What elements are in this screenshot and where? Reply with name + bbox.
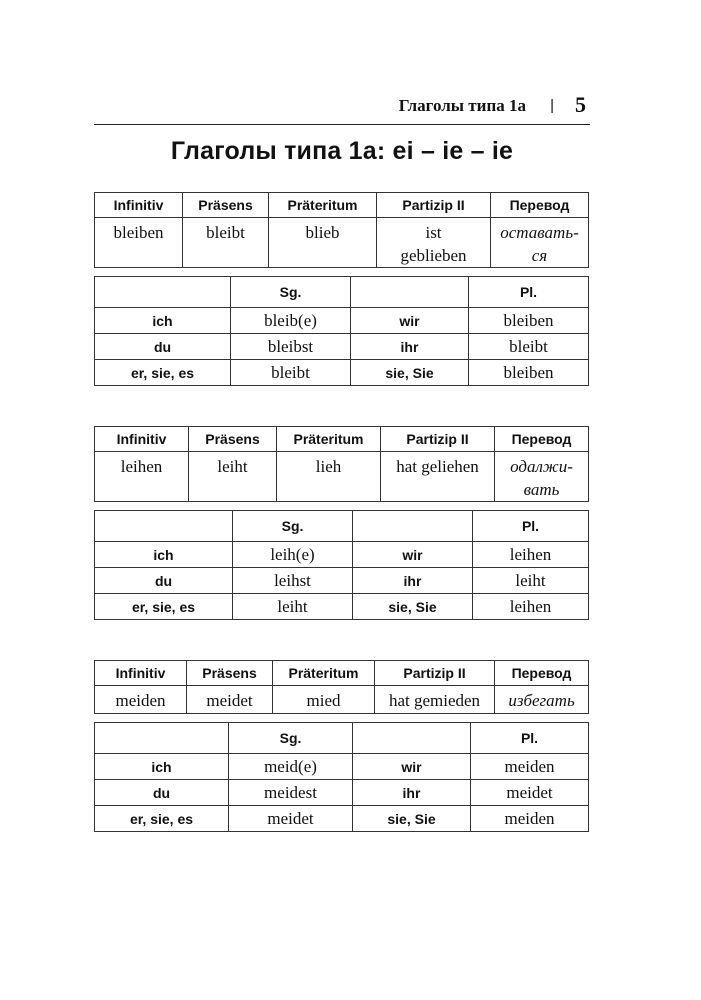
- header-praesens: Präsens: [183, 193, 269, 218]
- header-partizip: Partizip II: [381, 427, 495, 452]
- praesens: leiht: [189, 452, 277, 502]
- pl-form: leiht: [473, 568, 589, 594]
- pl-pronoun: ihr: [351, 334, 469, 360]
- partizip: hat geliehen: [381, 452, 495, 502]
- chapter-title: Глаголы типа 1а: ei – ie – ie: [170, 137, 514, 165]
- sg-pronoun: du: [95, 334, 231, 360]
- pl-form: bleiben: [469, 308, 589, 334]
- pl-pronoun: wir: [353, 542, 473, 568]
- empty-cell: [95, 723, 229, 754]
- praesens: bleibt: [183, 218, 269, 268]
- singular-header: Sg.: [229, 723, 353, 754]
- praeteritum: blieb: [269, 218, 377, 268]
- forms-row: [95, 452, 589, 502]
- verb-forms-table: [94, 660, 589, 714]
- header-translation: Перевод: [495, 661, 589, 686]
- sg-form: meidet: [229, 806, 353, 832]
- conjugation-row: [95, 780, 589, 806]
- conjugation-row: [95, 594, 589, 620]
- forms-row: [95, 686, 589, 714]
- conjugation-row: [95, 360, 589, 386]
- praesens: meidet: [187, 686, 273, 714]
- header-praeteritum: Präteritum: [273, 661, 375, 686]
- header-partizip: Partizip II: [377, 193, 491, 218]
- sg-pronoun: ich: [95, 754, 229, 780]
- pl-pronoun: wir: [351, 308, 469, 334]
- pl-pronoun: ihr: [353, 780, 471, 806]
- header-partizip: Partizip II: [375, 661, 495, 686]
- conjugation-row: [95, 568, 589, 594]
- conjugation-header-row: [95, 277, 589, 308]
- sg-form: bleibst: [231, 334, 351, 360]
- sg-form: leihst: [233, 568, 353, 594]
- conjugation-row: [95, 806, 589, 832]
- conjugation-header-row: [95, 723, 589, 754]
- plural-header: Pl.: [471, 723, 589, 754]
- sg-form: meid(e): [229, 754, 353, 780]
- pl-form: meidet: [471, 780, 589, 806]
- partizip: hat gemieden: [375, 686, 495, 714]
- sg-form: leih(e): [233, 542, 353, 568]
- pl-form: meiden: [471, 806, 589, 832]
- header-separator: |: [550, 97, 554, 114]
- header-infinitiv: Infinitiv: [95, 427, 189, 452]
- sg-pronoun: ich: [95, 542, 233, 568]
- header-infinitiv: Infinitiv: [95, 661, 187, 686]
- header-praeteritum: Präteritum: [277, 427, 381, 452]
- praeteritum: lieh: [277, 452, 381, 502]
- pl-pronoun: wir: [353, 754, 471, 780]
- empty-cell: [353, 723, 471, 754]
- header-praesens: Präsens: [187, 661, 273, 686]
- sg-form: bleib(e): [231, 308, 351, 334]
- header-praesens: Präsens: [189, 427, 277, 452]
- plural-header: Pl.: [469, 277, 589, 308]
- translation: оставать- ся: [491, 218, 589, 268]
- header-praeteritum: Präteritum: [269, 193, 377, 218]
- sg-pronoun: du: [95, 780, 229, 806]
- forms-header-row: [95, 661, 589, 686]
- empty-cell: [95, 277, 231, 308]
- pl-pronoun: ihr: [353, 568, 473, 594]
- sg-pronoun: du: [95, 568, 233, 594]
- page-number: 5: [575, 92, 586, 117]
- infinitiv: bleiben: [95, 218, 183, 268]
- sg-pronoun: er, sie, es: [95, 806, 229, 832]
- sg-form: meidest: [229, 780, 353, 806]
- infinitiv: meiden: [95, 686, 187, 714]
- empty-cell: [95, 511, 233, 542]
- conjugation-table: [94, 722, 589, 832]
- conjugation-row: [95, 542, 589, 568]
- conjugation-table: [94, 510, 589, 620]
- pl-form: meiden: [471, 754, 589, 780]
- conjugation-row: [95, 754, 589, 780]
- conjugation-table: [94, 276, 589, 386]
- running-title: Глаголы типа 1а: [398, 96, 526, 115]
- forms-header-row: [95, 193, 589, 218]
- sg-pronoun: er, sie, es: [95, 594, 233, 620]
- praeteritum: mied: [273, 686, 375, 714]
- empty-cell: [353, 511, 473, 542]
- header-infinitiv: Infinitiv: [95, 193, 183, 218]
- conjugation-row: [95, 334, 589, 360]
- pl-form: leihen: [473, 594, 589, 620]
- partizip: ist geblieben: [377, 218, 491, 268]
- pl-form: bleibt: [469, 334, 589, 360]
- singular-header: Sg.: [231, 277, 351, 308]
- translation: одалжи- вать: [495, 452, 589, 502]
- pl-form: leihen: [473, 542, 589, 568]
- pl-pronoun: sie, Sie: [353, 806, 471, 832]
- sg-pronoun: er, sie, es: [95, 360, 231, 386]
- header-translation: Перевод: [495, 427, 589, 452]
- sg-form: leiht: [233, 594, 353, 620]
- pl-form: bleiben: [469, 360, 589, 386]
- conjugation-header-row: [95, 511, 589, 542]
- empty-cell: [351, 277, 469, 308]
- conjugation-row: [95, 308, 589, 334]
- sg-form: bleibt: [231, 360, 351, 386]
- verb-forms-table: [94, 426, 589, 502]
- forms-header-row: [95, 427, 589, 452]
- header-translation: Перевод: [491, 193, 589, 218]
- singular-header: Sg.: [233, 511, 353, 542]
- plural-header: Pl.: [473, 511, 589, 542]
- verb-forms-table: [94, 192, 589, 268]
- sg-pronoun: ich: [95, 308, 231, 334]
- infinitiv: leihen: [95, 452, 189, 502]
- running-header: [94, 92, 590, 125]
- forms-row: [95, 218, 589, 268]
- translation: избегать: [495, 686, 589, 714]
- pl-pronoun: sie, Sie: [351, 360, 469, 386]
- pl-pronoun: sie, Sie: [353, 594, 473, 620]
